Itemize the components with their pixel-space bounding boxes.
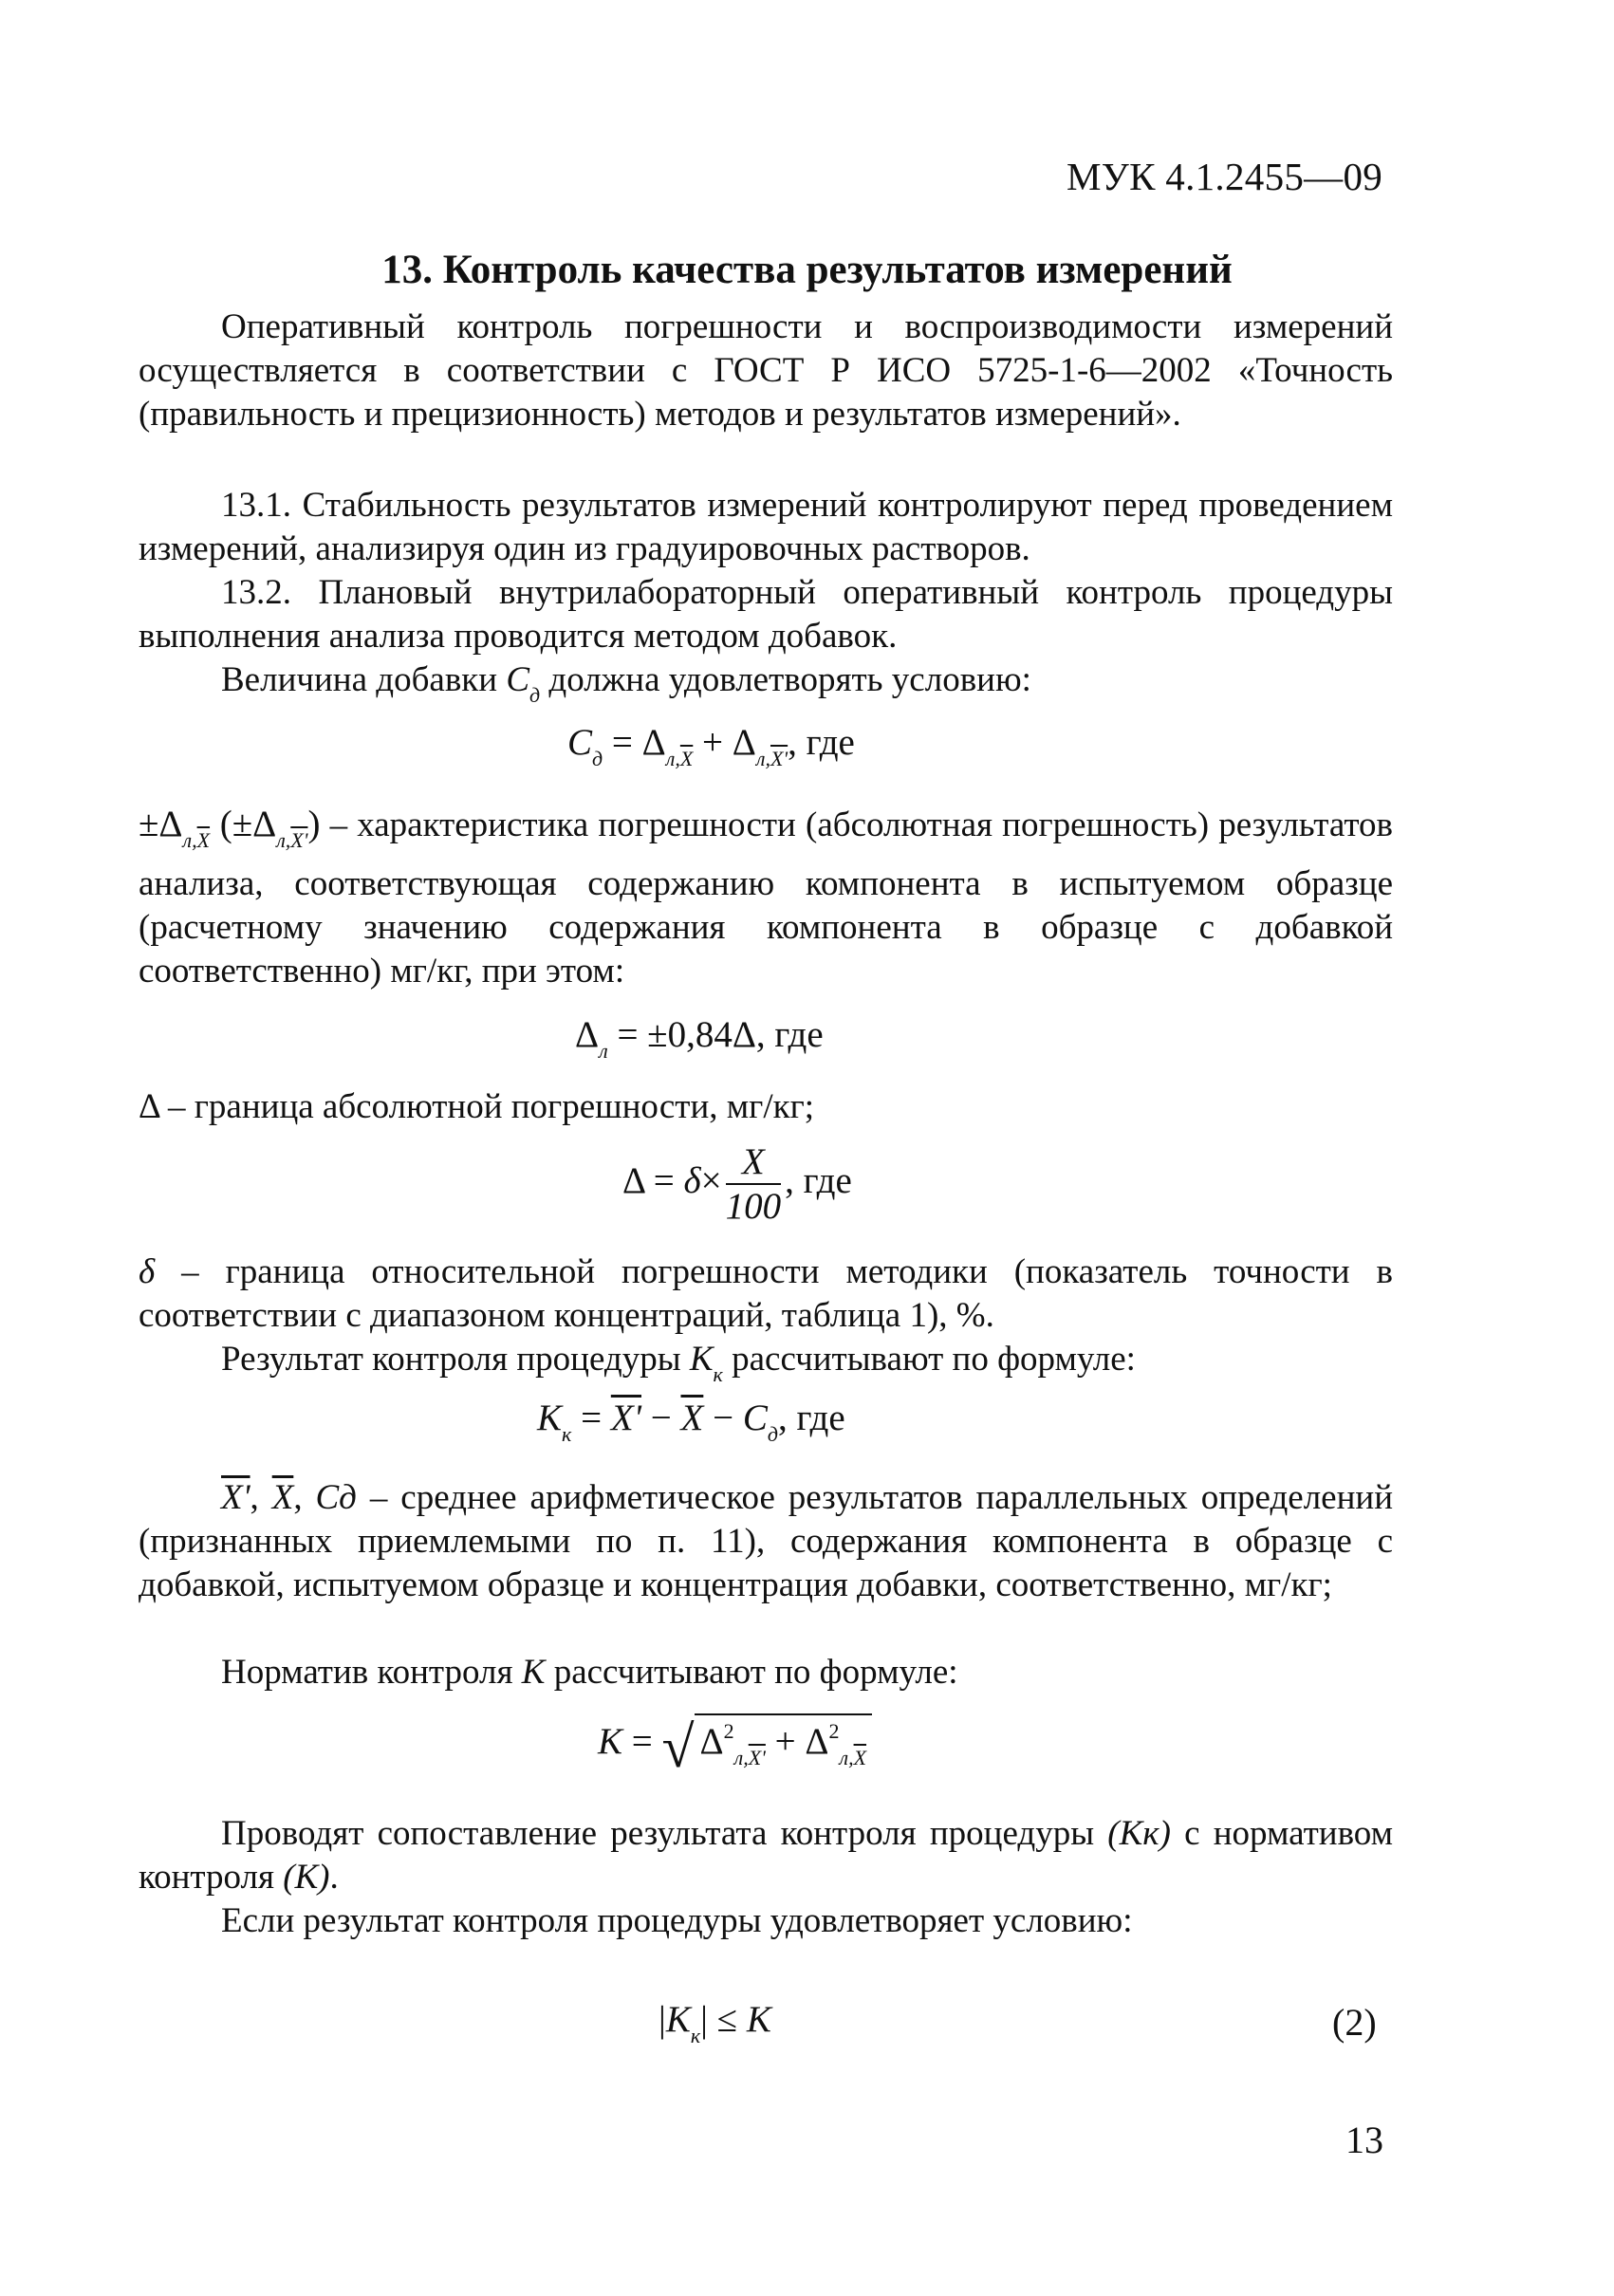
formula-norm-k: K = √ $\Delta^2_{л,X'} + \Delta^2_{л,\overline{X}}$ xyxy=(598,1713,872,1782)
formula-delta-abs: Δ = δ× $\frac{X}{100}$ , где xyxy=(622,1141,852,1227)
square-root: √ $\Delta^2_{л,X'} + \Delta^2_{л,\overline{X}}$ xyxy=(662,1713,873,1782)
additive-condition-text: Величина добавки $C_д$ должна удовлетворять условию: xyxy=(221,660,1031,707)
intro-paragraph: Оперативный контроль погрешности и воспроизводимости измерений осуществляется в соответствии с ГОСТ Р ИСО 5725-1-6—2002 «Точность (правильность и прецизионность) методов и результатов измерений». xyxy=(139,307,1393,434)
section-title: 13. Контроль качества результатов измерений xyxy=(381,248,1233,292)
delta-bound-text: Δ – граница абсолютной погрешности, мг/кг; xyxy=(139,1087,815,1126)
document-code: МУК 4.1.2455—09 xyxy=(1067,155,1383,198)
page-number: 13 xyxy=(1345,2119,1383,2161)
fraction: $\frac{X}{100}$ xyxy=(725,1141,782,1227)
norm-formula-intro: Норматив контроля K рассчитывают по формуле: xyxy=(221,1653,958,1692)
comparison-text: Проводят сопоставление результата контроля процедуры (Kк) с нормативом контроля (К). xyxy=(139,1814,1393,1897)
formula-kk: $K_к = X' - \overline{X} - C_д$, где xyxy=(537,1398,845,1446)
condition-intro: Если результат контроля процедуры удовлетворяет условию: xyxy=(221,1901,1133,1940)
paragraph-13-2: 13.2. Плановый внутрилабораторный оперативный контроль процедуры выполнения анализа проводится методом добавок. xyxy=(139,573,1393,656)
result-formula-intro: Результат контроля процедуры $K_к$ рассчитывают по формуле: xyxy=(221,1340,1136,1386)
formula-delta-l: $\Delta_л = \pm 0,84\Delta$, где xyxy=(575,1014,824,1063)
formula-additive: $C_д = \Delta_{л,\overline{X}} + \Delta_{л,X'}$, где xyxy=(567,722,855,770)
means-description: X', $\overline{X}$, Cд – среднее арифметическое результатов параллельных определений (признанных приемлемыми по п. 11), содержания компонента в образце с добавкой, испытуемом образце и концентрация добавки, соответственно, мг/кг; xyxy=(139,1478,1394,1604)
delta-characteristic-text: $\pm\Delta_{л,\overline{X}}$ $(\pm\Delta_{л,X'})$ – характеристика погрешности (абсолютная погрешность) результатов анализа, соответствующая содержанию компонента в испытуемом образце (расчетному значению содержания компонента в образце с добавкой соответственно) мг/кг, при этом: xyxy=(139,804,1393,991)
formula-condition: $|K_к| \le K$ xyxy=(659,1999,771,2047)
paragraph-13-1: 13.1. Стабильность результатов измерений контролируют перед проведением измерений, анализируя один из градуировочных растворов. xyxy=(139,486,1393,568)
relative-error-text: δ – граница относительной погрешности методики (показатель точности в соответствии с диапазоном концентраций, таблица 1), %. xyxy=(139,1252,1393,1335)
equation-number: (2) xyxy=(1332,2001,1377,2044)
